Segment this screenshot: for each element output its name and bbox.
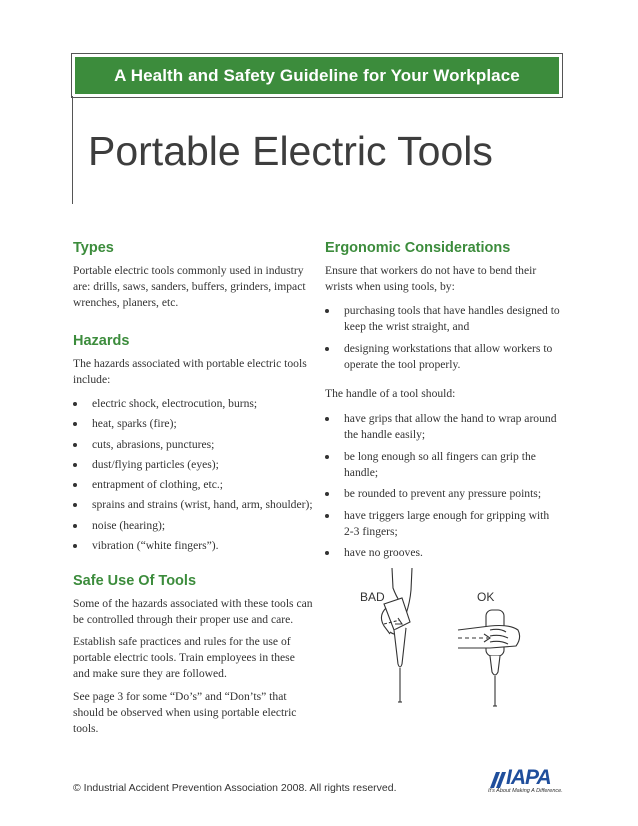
- hazards-heading: Hazards: [73, 333, 130, 349]
- bullet-icon: [73, 524, 77, 528]
- list-item: entrapment of clothing, etc.;: [73, 477, 323, 493]
- hazards-list: [73, 396, 323, 554]
- list-item: sprains and strains (wrist, hand, arm, shoulder);: [73, 497, 323, 513]
- hazards-intro: The hazards associated with portable electric tools include:: [73, 357, 307, 386]
- ergonomic-heading: Ergonomic Considerations: [325, 240, 511, 256]
- ergonomic-intro: Ensure that workers do not have to bend their wrists when using tools, by:: [325, 264, 537, 293]
- list-item: be long enough so all fingers can grip the handle;: [325, 449, 561, 481]
- list-item: purchasing tools that have handles designed to keep the wrist straight, and: [325, 303, 565, 335]
- bullet-icon: [73, 483, 77, 487]
- list-item: have triggers large enough for gripping with 2-3 fingers;: [325, 508, 561, 540]
- grip-illustration-svg: [340, 568, 550, 716]
- banner: A Health and Safety Guideline for Your Workplace: [75, 57, 559, 94]
- page-title: Portable Electric Tools: [88, 128, 493, 174]
- iapa-logo: [488, 766, 568, 796]
- handle-intro: The handle of a tool should:: [325, 387, 456, 400]
- types-text: Portable electric tools commonly used in industry are: drills, saws, sanders, buffers, grinders, impact wrenches, planers, etc.: [73, 264, 306, 309]
- logo-text: IAPA: [506, 766, 551, 789]
- bad-hand-icon: [381, 568, 412, 702]
- banner-frame: [71, 53, 563, 98]
- types-heading: Types: [73, 240, 114, 256]
- list-item: cuts, abrasions, punctures;: [73, 437, 323, 453]
- bullet-icon: [325, 455, 329, 459]
- ergonomic-list: [325, 303, 565, 373]
- copyright-footer: © Industrial Accident Prevention Association 2008. All rights reserved.: [73, 782, 397, 794]
- bullet-icon: [325, 417, 329, 421]
- bullet-icon: [73, 422, 77, 426]
- title-rule: [72, 96, 73, 204]
- bullet-icon: [73, 443, 77, 447]
- list-item: noise (hearing);: [73, 518, 323, 534]
- safe-use-paragraph-1: Some of the hazards associated with these tools can be controlled through their proper use and care.: [73, 597, 313, 626]
- bullet-icon: [73, 402, 77, 406]
- list-item: designing workstations that allow workers to operate the tool properly.: [325, 341, 565, 373]
- ok-hand-icon: [458, 610, 520, 706]
- bullet-icon: [73, 463, 77, 467]
- logo-tagline: It's About Making A Difference.: [488, 788, 563, 794]
- list-item: electric shock, electrocution, burns;: [73, 396, 323, 412]
- safe-use-heading: Safe Use Of Tools: [73, 573, 197, 589]
- list-item: have grips that allow the hand to wrap around the handle easily;: [325, 411, 561, 443]
- bullet-icon: [325, 347, 329, 351]
- list-item: dust/flying particles (eyes);: [73, 457, 323, 473]
- bullet-icon: [325, 551, 329, 555]
- handle-list: [325, 411, 561, 561]
- list-item: vibration (“white fingers”).: [73, 538, 323, 554]
- list-item: have no grooves.: [325, 545, 561, 561]
- safe-use-paragraph-3: See page 3 for some “Do’s” and “Don’ts” that should be observed when using portable electric tools.: [73, 690, 297, 735]
- bad-label: BAD: [360, 590, 385, 604]
- ok-label: OK: [477, 590, 495, 604]
- bullet-icon: [73, 544, 77, 548]
- list-item: heat, sparks (fire);: [73, 416, 323, 432]
- bullet-icon: [325, 514, 329, 518]
- safe-use-paragraph-2: Establish safe practices and rules for the use of portable electric tools. Train employees in these and make sure they are followed.: [73, 635, 295, 680]
- list-item: be rounded to prevent any pressure points;: [325, 486, 561, 502]
- bullet-icon: [325, 492, 329, 496]
- bullet-icon: [73, 503, 77, 507]
- logo-mark-icon: [488, 768, 508, 790]
- grip-illustration: [340, 568, 550, 716]
- bullet-icon: [325, 309, 329, 313]
